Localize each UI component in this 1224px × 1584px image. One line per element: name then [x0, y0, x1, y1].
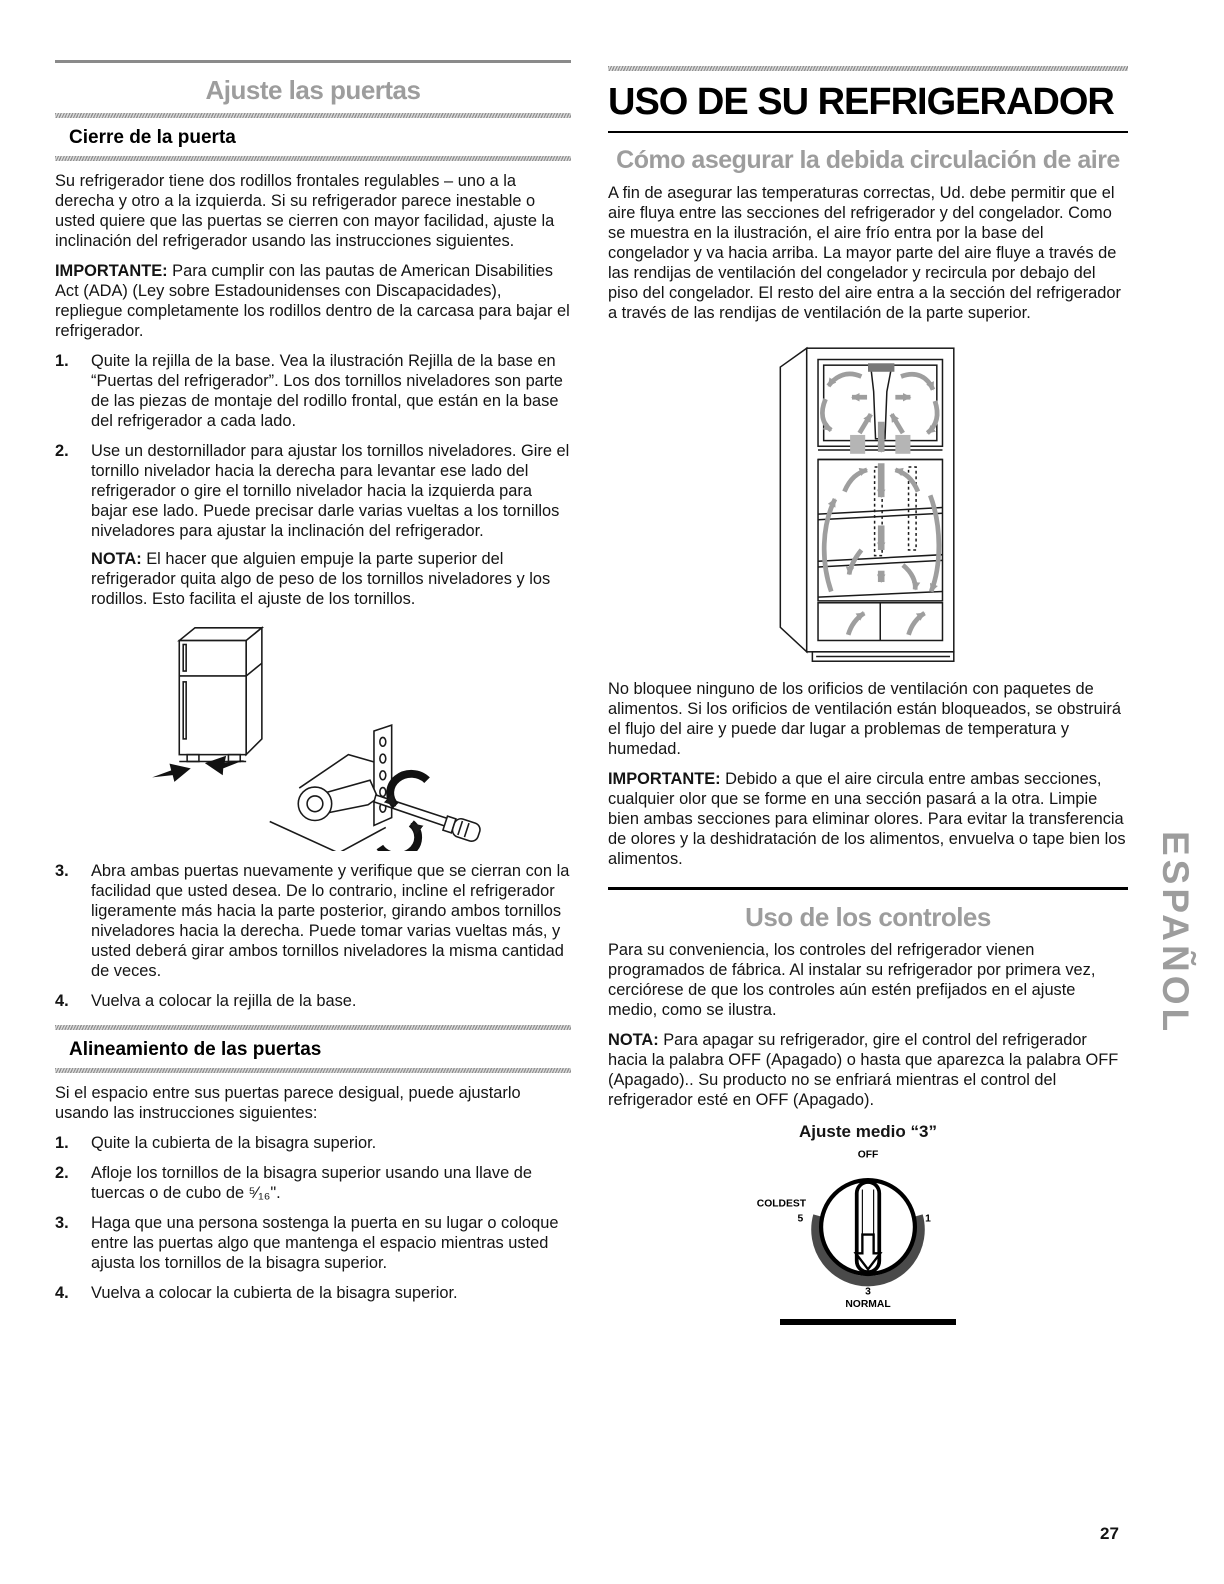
heading-cierre-de-la-puerta: Cierre de la puerta: [69, 127, 236, 148]
list-item: [55, 1163, 571, 1203]
note-text: El hacer que alguien empuje la parte superior del refrigerador quita algo de peso de los tornillos niveladores y los rodillos. Esto facilita el ajuste de los tornillos.: [91, 550, 551, 608]
important-label: IMPORTANTE:: [55, 262, 168, 280]
right-column: [608, 66, 1128, 1325]
dial-coldest-label: COLDEST: [756, 1197, 807, 1209]
important-text: Para cumplir con las pautas de American Disabilities Act (ADA) (Ley sobre Estadounidenses con Discapacidades), repliegue completamente los rodillos dentro de la carcasa para bajar el refrigerador.: [55, 262, 570, 340]
base-arrows: [151, 754, 245, 784]
dial-5-label: 5: [797, 1212, 804, 1224]
paragraph-intro: Si el espacio entre sus puertas parece desigual, puede ajustarlo usando las instrucciones siguientes:: [55, 1084, 521, 1122]
step-text: Vuelva a colocar la rejilla de la base.: [91, 992, 357, 1010]
paragraph: No bloquee ninguno de los orificios de ventilación con paquetes de alimentos. Si los orificios de ventilación están bloqueados, se obstruirá el flujo del aire y puede dar lugar a problemas de temperatura y humedad.: [608, 680, 1121, 758]
hatch-rule: [55, 1068, 571, 1073]
list-item: [55, 861, 571, 981]
step-text: Use un destornillador para ajustar los tornillos niveladores. Gire el tornillo nivelador hacia la derecha para levantar ese lado del refrigerador o gire el tornillo nivelador hacia la izquierda para bajar ese lado. Puede precisar darle varias vueltas a los tornillos niveladores para ajustar la inclinación del refrigerador.: [91, 442, 570, 540]
step-text: Haga que una persona sostenga la puerta en su lugar o coloque entre las puertas algo que mantenga el espacio mientras usted ajusta los tornillos de la bisagra superior.: [91, 1214, 559, 1272]
step-number: 2.: [55, 1164, 69, 1182]
top-rule-left: [55, 60, 571, 63]
dial-off-label: OFF: [857, 1149, 879, 1161]
door-closing-steps-cont: [55, 861, 571, 1011]
step-number: 4.: [55, 992, 69, 1010]
step-number: 1.: [55, 352, 69, 370]
espanol-side-tab: ESPAÑOL: [1155, 831, 1196, 1036]
section-header-uso-de-los-controles: Uso de los controles: [745, 901, 991, 932]
paragraph-important: [55, 261, 571, 341]
dial-3-label: 3: [865, 1286, 871, 1298]
hatch-rule: [55, 113, 571, 118]
paragraph-note: [608, 1030, 1128, 1110]
step-text: Quite la cubierta de la bisagra superior.: [91, 1134, 377, 1152]
dial-1-label: 1: [925, 1212, 931, 1224]
section-header-circulacion-de-aire: Cómo asegurar la debida circulación de aire: [616, 146, 1120, 174]
list-item: [55, 1213, 571, 1273]
step-number: 3.: [55, 1214, 69, 1232]
list-item: [55, 1133, 571, 1153]
left-column: [55, 60, 571, 1303]
title-rule: [608, 131, 1128, 133]
list-item: [55, 1283, 571, 1303]
section-rule: [608, 887, 1128, 890]
note-label: NOTA:: [91, 550, 142, 568]
step-text: Afloje los tornillos de la bisagra superior usando una llave de tuercas o de cubo de ⁵⁄₁₆".: [91, 1164, 532, 1202]
step-number: 1.: [55, 1134, 69, 1152]
dial-baseline-rule: [780, 1319, 956, 1325]
step-text: Abra ambas puertas nuevamente y verifique que se cierran con la facilidad que usted desea. De lo contrario, incline el refrigerador ligeramente más hacia la parte posterior, girando ambos tornillos niveladores hacia la derecha. Puede tomar varias vueltas más, y usted deberá girar ambos tornillos niveladores la misma cantidad de veces.: [91, 862, 570, 980]
note-text: Para apagar su refrigerador, gire el control del refrigerador hacia la palabra OFF (Apagado) o hasta que aparezca la palabra OFF (Apagado).. Su producto no se enfriará mientras el control del refrigerador esté en OFF (Apagado).: [608, 1030, 1119, 1109]
paragraph-important: [608, 769, 1128, 869]
important-text: Debido a que el aire circula entre ambas secciones, cualquier olor que se forme en una sección pasará a la otra. Limpie bien ambas secciones para eliminar olores. Para evitar la transferencia de olores y la deshidratación de los alimentos, envuelva o tape bien los alimentos.: [608, 770, 1126, 868]
paragraph: A fin de asegurar las temperaturas correctas, Ud. debe permitir que el aire fluya entre las secciones del refrigerador y del congelador. Como se muestra en la ilustración, el aire frío entra por la base del congelador y va hacia arriba. La mayor parte del aire fluye a través de las rendijas de ventilación del congelador y recircula por debajo del piso del congelador. El resto del aire entra a la sección del refrigerador a través de las rendijas de ventilación de la parte superior.: [608, 184, 1121, 322]
door-leveling-illustration: [145, 615, 481, 851]
control-dial-figure: [608, 1144, 1128, 1325]
page-title: USO DE SU REFRIGERADOR: [608, 81, 1114, 123]
hatch-rule: [608, 66, 1128, 71]
heading-alineamiento-de-las-puertas: Alineamiento de las puertas: [69, 1039, 322, 1060]
list-item: [55, 991, 571, 1011]
note-label: NOTA:: [608, 1030, 659, 1049]
control-dial-illustration: [746, 1144, 990, 1312]
hatch-rule: [55, 1025, 571, 1030]
step-number: 4.: [55, 1284, 69, 1302]
section-header-ajuste-las-puertas: Ajuste las puertas: [205, 75, 421, 105]
step-number: 2.: [55, 442, 69, 460]
paragraph-intro: Su refrigerador tiene dos rodillos frontales regulables – uno a la derecha y otro a la izquierda. Si su refrigerador parece inestable o usted quiere que las puertas se cierren con mayor facilidad, ajuste la inclinación del refrigerador usando las instrucciones siguientes.: [55, 172, 555, 250]
list-item: [55, 351, 571, 431]
step-number: 3.: [55, 862, 69, 880]
page-number: 27: [1100, 1524, 1119, 1543]
door-alignment-steps: [55, 1133, 571, 1303]
dial-caption: Ajuste medio “3”: [799, 1121, 937, 1141]
step-text: Vuelva a colocar la cubierta de la bisagra superior.: [91, 1284, 458, 1302]
list-item: [55, 441, 571, 541]
airflow-illustration: [766, 335, 970, 665]
hatch-rule: [55, 156, 571, 161]
dial-normal-label: NORMAL: [845, 1298, 891, 1310]
important-label: IMPORTANTE:: [608, 770, 721, 788]
paragraph-note: [91, 549, 571, 609]
door-closing-steps: [55, 351, 571, 609]
paragraph: Para su conveniencia, los controles del refrigerador vienen programados de fábrica. Al instalar su refrigerador por primera vez, cerciórese de que los controles aún estén prefijados en el ajuste medio, como se ilustra.: [608, 940, 1096, 1019]
step-text: Quite la rejilla de la base. Vea la ilustración Rejilla de la base en “Puertas del refrigerador”. Los dos tornillos niveladores son parte de las piezas de montaje del rodillo frontal, que están en la base del refrigerador a cada lado.: [91, 352, 563, 430]
